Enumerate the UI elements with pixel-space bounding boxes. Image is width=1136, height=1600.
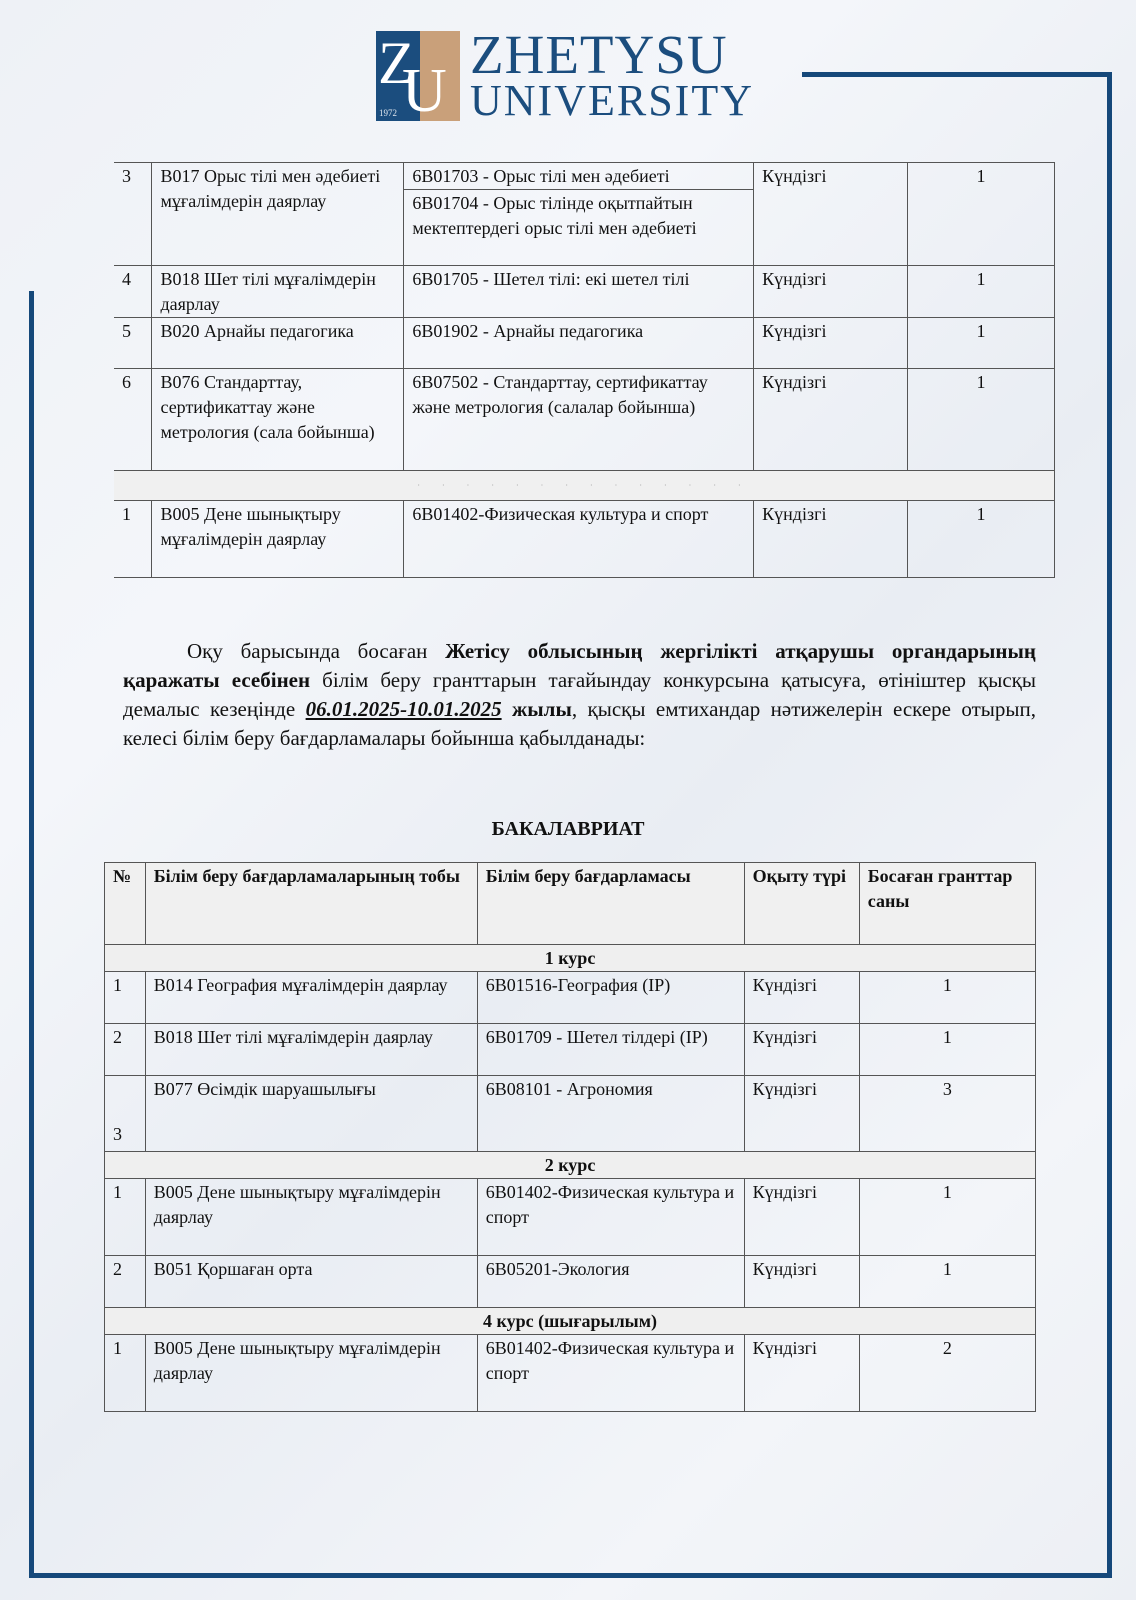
para-text: білім беру гранттарын тағайындау конкурсына қатысуға, өтініштер қысқы демалыс кезеңінде [123, 668, 1036, 721]
cell-form: Күндізгі [754, 163, 908, 266]
university-logo [376, 24, 754, 125]
cell-form: Күндізгі [744, 1256, 859, 1308]
logo-mark-icon [376, 30, 460, 125]
admission-paragraph [123, 637, 1036, 753]
table-header-row [105, 863, 1036, 945]
cell-group: В005 Дене шынықтыру мұғалімдерін даярлау [152, 501, 404, 578]
cell-program: 6В07502 - Стандарттау, сертификаттау және метрология (салалар бойынша) [404, 369, 754, 471]
cell-no: 6 [114, 369, 152, 471]
cell-group: В017 Орыс тілі мен әдебиеті мұғалімдерін даярлау [152, 163, 404, 266]
cell-count: 1 [859, 972, 1035, 1024]
table-row [114, 501, 1055, 578]
course-title: 1 курс [105, 945, 1036, 972]
cell-group: В005 Дене шынықтыру мұғалімдерін даярлау [145, 1335, 477, 1412]
table-row [114, 266, 1055, 318]
grants-table-continued [114, 162, 1055, 578]
university-name-line1: ZHETYSU [470, 24, 728, 85]
separator-dots: · · · · · · · · · · · · · · [114, 471, 1055, 501]
cell-count: 1 [859, 1179, 1035, 1256]
logo-letter-u: U [402, 57, 447, 125]
cell-no: 1 [105, 1179, 146, 1256]
cell-count: 1 [908, 163, 1055, 266]
table-separator-row [114, 471, 1055, 501]
table-row [114, 163, 1055, 190]
cell-group: В018 Шет тілі мұғалімдерін даярлау [152, 266, 404, 318]
para-text: Оқу барысында босаған [187, 639, 446, 663]
cell-program: 6В01902 - Арнайы педагогика [404, 318, 754, 369]
cell-group: В020 Арнайы педагогика [152, 318, 404, 369]
header-count: Босаған гранттар саны [859, 863, 1035, 945]
cell-form: Күндізгі [744, 972, 859, 1024]
section-title: БАКАЛАВРИАТ [491, 818, 645, 840]
cell-no: 4 [114, 266, 152, 318]
cell-form: Күндізгі [744, 1024, 859, 1076]
cell-program: 6В01709 - Шетел тілдері (IP) [477, 1024, 744, 1076]
cell-program: 6В01402-Физическая культура и спорт [404, 501, 754, 578]
cell-group: В005 Дене шынықтыру мұғалімдерін даярлау [145, 1179, 477, 1256]
bachelor-grants-table [104, 862, 1036, 1412]
cell-count: 2 [859, 1335, 1035, 1412]
table-row [105, 1335, 1036, 1412]
table-row [105, 1256, 1036, 1308]
cell-form: Күндізгі [754, 501, 908, 578]
cell-group: В077 Өсімдік шаруашылығы [145, 1076, 477, 1152]
cell-form: Күндізгі [744, 1179, 859, 1256]
cell-no: 1 [105, 1335, 146, 1412]
frame-bottom-line [29, 1573, 1112, 1578]
table-row [114, 318, 1055, 369]
cell-count: 3 [859, 1076, 1035, 1152]
cell-form: Күндізгі [744, 1076, 859, 1152]
frame-top-line [802, 72, 1112, 77]
cell-no: 1 [114, 501, 152, 578]
para-bold-funding: Жетісу облысының жергілікті атқарушы органдарының қаражаты есебінен [123, 639, 1037, 692]
cell-count: 1 [908, 501, 1055, 578]
cell-program: 6В01516-География (IP) [477, 972, 744, 1024]
cell-no: 1 [105, 972, 146, 1024]
table-row [105, 972, 1036, 1024]
cell-program: 6В01705 - Шетел тілі: екі шетел тілі [404, 266, 754, 318]
cell-program: 6В08101 - Агрономия [477, 1076, 744, 1152]
cell-count: 1 [908, 318, 1055, 369]
course-title: 4 курс (шығарылым) [105, 1308, 1036, 1335]
cell-group: В076 Стандарттау, сертификаттау және метрология (сала бойынша) [152, 369, 404, 471]
course-group-row [105, 1152, 1036, 1179]
cell-program: 6В01704 - Орыс тілінде оқытпайтын мектептердегі орыс тілі мен әдебиеті [404, 190, 754, 266]
cell-group: В051 Қоршаған орта [145, 1256, 477, 1308]
cell-form: Күндізгі [754, 266, 908, 318]
cell-count: 1 [908, 266, 1055, 318]
cell-no: 2 [105, 1024, 146, 1076]
cell-form: Күндізгі [754, 318, 908, 369]
cell-program: 6В05201-Экология [477, 1256, 744, 1308]
cell-group: В014 География мұғалімдерін даярлау [145, 972, 477, 1024]
header-program: Білім беру бағдарламасы [477, 863, 744, 945]
header-form: Оқыту түрі [744, 863, 859, 945]
table-row [105, 1179, 1036, 1256]
cell-count: 1 [908, 369, 1055, 471]
cell-count: 1 [859, 1256, 1035, 1308]
cell-no: 3 [105, 1076, 146, 1152]
logo-letter-z: Z [378, 30, 415, 96]
table-row [105, 1024, 1036, 1076]
cell-count: 1 [859, 1024, 1035, 1076]
frame-left-line [29, 291, 34, 1578]
para-bold-year: жылы [512, 697, 572, 721]
university-name-line2: UNIVERSITY [470, 76, 754, 125]
logo-year: 1972 [379, 108, 397, 118]
course-group-row [105, 1308, 1036, 1335]
table-row [114, 369, 1055, 471]
cell-group: В018 Шет тілі мұғалімдерін даярлау [145, 1024, 477, 1076]
cell-form: Күндізгі [744, 1335, 859, 1412]
cell-form: Күндізгі [754, 369, 908, 471]
table-row [105, 1076, 1036, 1152]
cell-no: 3 [114, 163, 152, 266]
cell-no: 5 [114, 318, 152, 369]
header-no: № [105, 863, 146, 945]
header-group: Білім беру бағдарламаларының тобы [145, 863, 477, 945]
cell-program: 6В01703 - Орыс тілі мен әдебиеті [404, 163, 754, 190]
para-text: , қысқы емтихандар нәтижелерін ескере отырып, келесі білім беру бағдарламалары бойынша қабылданады: [123, 697, 1036, 750]
course-group-row [105, 945, 1036, 972]
cell-program: 6В01402-Физическая культура и спорт [477, 1335, 744, 1412]
cell-no: 2 [105, 1256, 146, 1308]
application-dates: 06.01.2025-10.01.2025 [305, 697, 502, 721]
cell-program: 6В01402-Физическая культура и спорт [477, 1179, 744, 1256]
course-title: 2 курс [105, 1152, 1036, 1179]
